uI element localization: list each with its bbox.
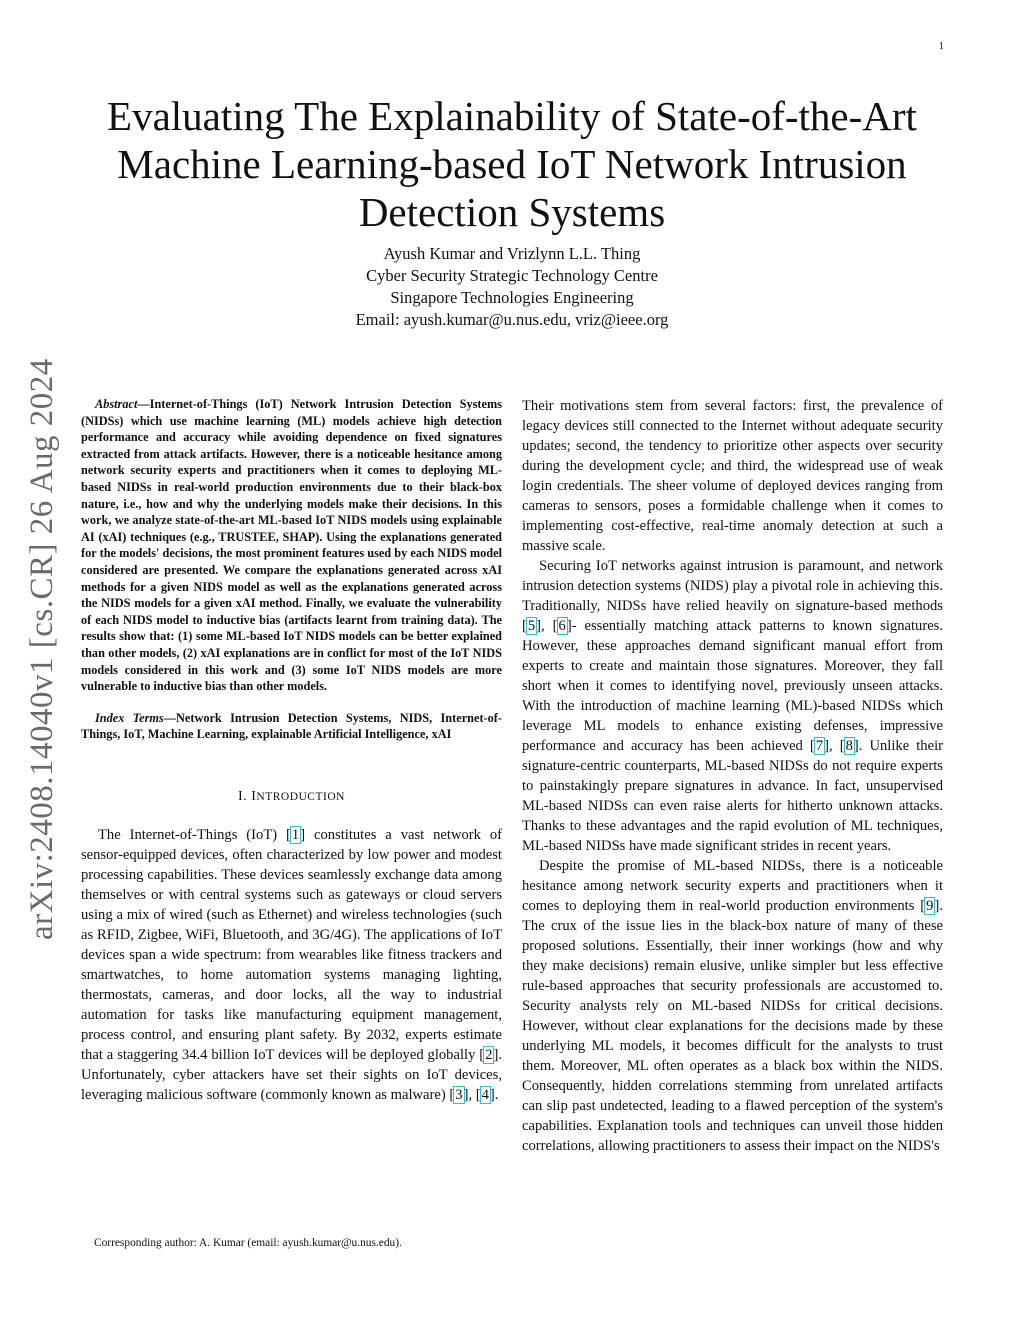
section-title-initial: I [251, 788, 257, 804]
citation-number[interactable]: 6 [558, 618, 566, 634]
text-run: . Unfortunately, cyber attackers have set their sights on IoT devices, leveraging malicious software (commonly known as malware) [81, 1046, 502, 1103]
text-run: . [494, 1086, 499, 1103]
citation-number[interactable]: 9 [926, 898, 934, 914]
right-column [522, 396, 943, 1156]
corresponding-author-footnote: Corresponding author: A. Kumar (email: ayush.kumar@u.nus.edu). [94, 1237, 402, 1249]
index-terms-lead: Index Terms [95, 710, 164, 725]
text-run: - essentially matching attack patterns to known signatures. However, these approaches demand significant manual effort from experts to create and maintain those signatures. Moreover, they fall short when it comes to identifying novel, previously unseen attacks. With the introduction of machine learning (ML)-based NIDSs which leverage ML models to enhance existing defenses, impressive performance and accuracy has been achieved [522, 618, 943, 754]
citation-number[interactable]: 2 [485, 1046, 493, 1063]
citation-number[interactable]: 8 [845, 738, 853, 754]
intro-paragraph-2: Their motivations stem from several factors: first, the prevalence of legacy devices still connected to the Internet without adequate security updates; second, the tendency to prioritize other aspects over security during the development cycle; and third, the widespread use of weak login credentials. The sheer volume of deployed devices ranging from cameras to sensors, poses a formidable challenge when it comes to implementing cost-effective, real-time anomaly detection at such a massive scale. [522, 398, 943, 554]
text-run: , [828, 738, 840, 754]
section-number: I. [238, 788, 252, 804]
affiliation-centre: Cyber Security Strategic Technology Centre [366, 266, 658, 285]
author-block [80, 243, 944, 331]
text-run: constitutes a vast network of sensor-equipped devices, often characterized by low power and modest processing capabilities. These devices seamlessly exchange data among themselves or with central systems such as gateways or cloud servers using a mix of wired (such as Ethernet) and wireless technologies (such as RFID, Zigbee, WiFi, Bluetooth, and 3G/4G). The applications of IoT devices span a wide spectrum: from wearables like fitness trackers and smartwatches, to home automation systems managing lighting, thermostats, cameras, and door locks, all the way to industrial automation for tasks like manufacturing equipment management, process control, and ensuring plant safety. By 2032, experts estimate that a staggering 34.4 billion IoT devices will be deployed globally [81, 826, 502, 1063]
citation-number[interactable]: 7 [815, 738, 824, 754]
abstract [81, 396, 502, 695]
citation-number[interactable]: 3 [455, 1086, 463, 1103]
citation-number[interactable]: 1 [291, 826, 300, 843]
text-run: Securing IoT networks against intrusion is paramount, and network intrusion detection systems (NIDS) play a pivotal role in achieving this. Traditionally, NIDSs have relied heavily on signature-based methods [522, 558, 943, 614]
citation-link[interactable]: [8] [839, 738, 859, 754]
abstract-lead: Abstract [95, 397, 138, 411]
citation-number[interactable]: 5 [527, 618, 536, 634]
index-terms-text: —Network Intrusion Detection Systems, NIDS, Internet-of-Things, IoT, Machine Learning, explainable Artificial Intelligence, xAI [81, 710, 502, 742]
author-names: Ayush Kumar and Vrizlynn L.L. Thing [383, 244, 641, 263]
text-run: Despite the promise of ML-based NIDSs, there is a noticeable hesitance among network security experts and practitioners when it comes to deploying them in real-world production environments [522, 858, 943, 914]
citation-number[interactable]: 4 [481, 1086, 489, 1103]
section-heading-introduction [81, 787, 502, 807]
author-emails: Email: ayush.kumar@u.nus.edu, vriz@ieee.org [355, 310, 669, 329]
citation-link[interactable]: [6] [552, 618, 572, 634]
citation-link[interactable]: [3] [449, 1086, 469, 1103]
text-run: . The crux of the issue lies in the black-box nature of many of these proposed solutions. Essentially, their inner workings (how and why they make decisions) remain elusive, unlike simpler but less effective rule-based approaches that security professionals are accustomed to. Security analysts rely on ML-based NIDSs for critical decisions. However, without clear explanations for the decisions made by these underlying ML models, it becomes difficult for the analysts to trust them. Moreover, ML often operates as a black box within the NIDS. Consequently, hidden correlations stemming from unrelated artifacts can slip past undetected, leading to a flawed perception of the system's capabilities. Explanation tools and techniques can unveil those hidden correlations, allowing practitioners to assess their impact on the NIDS's [522, 898, 943, 1154]
citation-link[interactable]: [2] [479, 1046, 499, 1063]
citation-link[interactable]: [7] [809, 738, 829, 754]
citation-link[interactable]: [4] [475, 1086, 495, 1103]
section-title-rest: NTRODUCTION [256, 790, 345, 803]
intro-paragraph-1 [81, 825, 502, 1105]
intro-paragraph-3 [522, 556, 943, 856]
text-run: The Internet-of-Things (IoT) [98, 826, 287, 843]
left-column [81, 396, 502, 1105]
index-terms [81, 710, 502, 743]
citation-link[interactable]: [5] [522, 618, 542, 634]
text-run: , [541, 618, 553, 634]
affiliation-company: Singapore Technologies Engineering [390, 288, 634, 307]
arxiv-identifier-stamp[interactable]: arXiv:2408.14040v1 [cs.CR] 26 Aug 2024 [24, 358, 60, 940]
text-run: . Unlike their signature-centric counterparts, ML-based NIDSs do not require experts to painstakingly prepare signatures in advance. In fact, unsupervised ML-based NIDSs can even raise alerts for hitherto unknown attacks. Thanks to these advantages and the rapid evolution of ML techniques, ML-based NIDSs have made significant strides in recent years. [522, 738, 943, 854]
citation-link[interactable]: [1] [286, 826, 306, 843]
intro-paragraph-4 [522, 856, 943, 1156]
text-run: , [468, 1086, 476, 1103]
abstract-text: —Internet-of-Things (IoT) Network Intrusion Detection Systems (NIDSs) which use machine learning (ML) models achieve high detection performance and accuracy while avoiding dependence on fixed signatures extracted from attack artifacts. However, there is a noticeable hesitance among network security experts and practitioners when it comes to deploying ML-based NIDSs in real-world production environments due to their black-box nature, i.e., how and why the underlying models make their decisions. In this work, we analyze state-of-the-art ML-based IoT NIDS models using explainable AI (xAI) techniques (e.g., TRUSTEE, SHAP). Using the explanations generated for the models' decisions, the most prominent features used by each NIDS model considered are presented. We compare the explanations generated across xAI methods for a given NIDS model as well as the explanations generated across the NIDS models for a given xAI method. Finally, we evaluate the vulnerability of each NIDS model to inductive bias (artifacts learnt from training data). The results show that: (1) some ML-based IoT NIDS models can be better explained than other models, (2) xAI explanations are in conflict for most of the IoT NIDS models considered in this work and (3) some IoT NIDS models are more vulnerable to inductive bias than other models. [81, 397, 502, 694]
paper-title: Evaluating The Explainability of State-of-the-Art Machine Learning-based IoT Network Intrusion Detection Systems [107, 93, 917, 235]
page-number: 1 [938, 40, 944, 52]
citation-link[interactable]: [9] [920, 898, 940, 914]
